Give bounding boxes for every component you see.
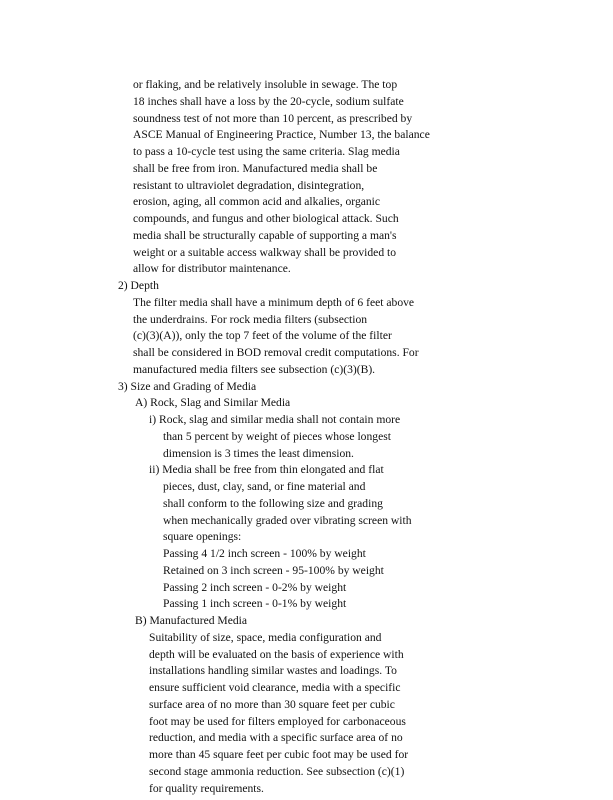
text-line: ASCE Manual of Engineering Practice, Number 13, the balance (133, 128, 430, 141)
text-line: i) Rock, slag and similar media shall not contain more (149, 413, 401, 426)
text-line: 18 inches shall have a loss by the 20-cycle, sodium sulfate (133, 95, 404, 108)
text-line: resistant to ultraviolet degradation, disintegration, (133, 179, 365, 192)
text-line: compounds, and fungus and other biological attack. Such (133, 212, 399, 225)
text-line: than 5 percent by weight of pieces whose longest (163, 430, 391, 443)
grading-line: Passing 4 1/2 inch screen - 100% by weight (163, 547, 366, 560)
text-line: pieces, dust, clay, sand, or fine material and (163, 480, 366, 493)
text-line: foot may be used for filters employed for carbonaceous (149, 715, 406, 728)
text-line: weight or a suitable access walkway shall be provided to (133, 246, 397, 259)
text-line: square openings: (163, 530, 242, 543)
section-heading: 3) Size and Grading of Media (118, 380, 257, 393)
grading-line: Passing 1 inch screen - 0-1% by weight (163, 597, 347, 610)
text-line: erosion, aging, all common acid and alkalies, organic (133, 195, 381, 208)
text-line: The filter media shall have a minimum depth of 6 feet above (133, 296, 415, 309)
text-line: for quality requirements. (149, 782, 264, 795)
text-line: reduction, and media with a specific surface area of no (149, 731, 403, 744)
text-line: when mechanically graded over vibrating screen with (163, 514, 412, 527)
text-line: (c)(3)(A)), only the top 7 feet of the volume of the filter (133, 329, 392, 342)
section-heading: 2) Depth (118, 279, 159, 292)
text-line: more than 45 square feet per cubic foot may be used for (149, 748, 409, 761)
text-line: shall conform to the following size and grading (163, 497, 383, 510)
grading-line: Passing 2 inch screen - 0-2% by weight (163, 581, 347, 594)
text-line: dimension is 3 times the least dimension. (163, 447, 354, 460)
text-line: ii) Media shall be free from thin elongated and flat (149, 463, 384, 476)
text-line: manufactured media filters see subsection (c)(3)(B). (133, 363, 376, 376)
subsection-heading: A) Rock, Slag and Similar Media (135, 396, 291, 409)
text-line: ensure sufficient void clearance, media with a specific (149, 681, 401, 694)
text-line: installations handling similar wastes and loadings. To (149, 664, 397, 677)
grading-line: Retained on 3 inch screen - 95-100% by weight (163, 564, 384, 577)
text-line: shall be considered in BOD removal credit computations. For (133, 346, 419, 359)
text-line: to pass a 10-cycle test using the same criteria. Slag media (133, 145, 400, 158)
text-line: shall be free from iron. Manufactured media shall be (133, 162, 378, 175)
text-line: soundness test of not more than 10 percent, as prescribed by (133, 112, 413, 125)
text-line: allow for distributor maintenance. (133, 262, 291, 275)
subsection-heading: B) Manufactured Media (135, 614, 248, 627)
text-line: the underdrains. For rock media filters (subsection (133, 313, 368, 326)
text-line: Suitability of size, space, media configuration and (149, 631, 382, 644)
text-line: or flaking, and be relatively insoluble in sewage. The top (133, 78, 398, 91)
text-line: media shall be structurally capable of supporting a man's (133, 229, 397, 242)
text-line: second stage ammonia reduction. See subsection (c)(1) (149, 765, 405, 778)
text-line: depth will be evaluated on the basis of experience with (149, 648, 404, 661)
text-line: surface area of no more than 30 square feet per cubic (149, 698, 395, 711)
